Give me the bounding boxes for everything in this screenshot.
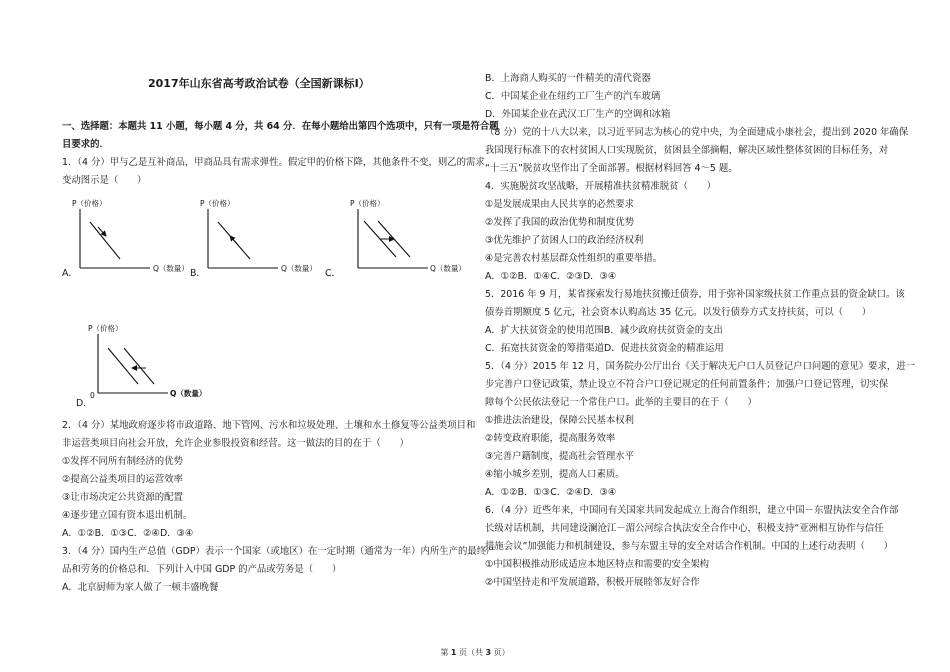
question-5b: 步完善户口登记政策，禁止设立不符合户口登记规定的任何前置条件；加强户口登记管理，切实保 [485,379,889,390]
shift-arrow [98,227,106,236]
axis-q-label: Q（数量） [430,264,466,273]
q2-answers: A．①②B．①③C．②④D．③④ [62,528,194,539]
q5a-options: C．拓宽扶贫资金的筹措渠道D．促进扶贫资金的精准运用 [485,343,724,354]
graph-b-label: B． [190,268,206,279]
q5b-option: ③完善户籍制度，提高社会管理水平 [485,451,635,462]
q6-option: ①中国积极推动形成适应本地区特点和需要的安全架构 [485,559,710,570]
q5b-option: ④缩小城乡差别，提高人口素质。 [485,469,625,480]
material-text: 我国现行标准下的农村贫困人口实现脱贫，贫困县全部摘帽，解决区域性整体贫困的目标任务，对 [485,145,889,156]
question-5b: 5．（4 分）2015 年 12 月，国务院办公厅出台《关于解决无户口人员登记户口问题的意见》要求，进一 [485,361,915,372]
question-5a: 5．2016 年 9 月，某省探索发行易地扶贫搬迁债券，用于弥补国家级扶贫工作重点县的资金缺口。该 [485,289,905,300]
demand-curve [90,222,120,259]
question-5b: 障每个公民依法登记一个常住户口。此举的主要目的在于（ ） [485,397,757,408]
demand-curve-1 [108,348,138,384]
q2-option: ③让市场决定公共资源的配置 [62,492,183,503]
axis-q-label: Q（数量） [153,264,189,273]
material-text: “十三五”脱贫攻坚作出了全面部署。根据材料回答 4～5 题。 [485,163,738,174]
footer-suffix: 页） [493,648,510,657]
origin-label: 0 [90,391,95,400]
q4-option: ②发挥了我国的政治优势和制度优势 [485,217,635,228]
q2-option: ②提高公益类项目的运营效率 [62,474,183,485]
question-5a: 债券首期额度 5 亿元，社会资本认购高达 35 亿元。以发行债券方式支持扶贫，可以（ ） [485,307,872,318]
q4-option: ④是完善农村基层群众性组织的重要举措。 [485,253,663,264]
question-2: 非运营类项目向社会开放，允许企业参股投资和经营。这一做法的目的在于（ ） [62,438,409,449]
demand-graph-d [80,322,220,412]
q5b-option: ①推进法治建设，保障公民基本权利 [485,415,635,426]
question-6: 6．（4 分）近些年来，中国同有关国家共同发起成立上海合作组织，建立中国－东盟执法安全合作部 [485,505,899,516]
q5a-options: A．扩大扶贫资金的使用范围B．减少政府扶贫资金的支出 [485,325,723,336]
axis-q-label: Q（数量） [281,264,317,273]
graph-d-label: D． [76,398,93,409]
q4-option: ③优先维护了贫困人口的政治经济权利 [485,235,644,246]
page-footer [0,647,950,658]
section-header: 一、选择题：本题共 11 小题，每小题 4 分，共 64 分．在每小题给出第四个选项中，只有一项是符合题 [62,121,499,132]
q5b-option: ②转变政府职能，提高服务效率 [485,433,616,444]
question-1: 1．（4 分）甲与乙是互补商品，甲商品具有需求弹性。假定甲的价格下降，其他条件不变，则乙的需求 [62,157,485,168]
demand-graph-a [70,197,190,287]
question-6: 措施会议”加强能力和机制建设，参与东盟主导的安全对话合作机制。中国的上述行动表明（ ） [485,541,893,552]
demand-curve-2 [124,348,154,384]
question-4: 4．实施脱贫攻坚战略，开展精准扶贫精准脱贫（ ） [485,181,716,192]
section-header: 目要求的． [62,139,109,150]
q6-option: ②中国坚持走和平发展道路，积极开展睦邻友好合作 [485,577,700,588]
shift-arrow [230,236,238,245]
q3-option-b: B．上海商人购买的一件精美的清代瓷器 [485,73,651,84]
axis-p-label: P（价格） [72,199,107,208]
material-text: （8 分）党的十八大以来，以习近平同志为核心的党中央，为全面建成小康社会，提出到 2020 年确保 [485,127,909,138]
footer-prefix: 第 [440,648,449,657]
axis-p-label: P（价格） [200,199,235,208]
axis-q-label: Q（数量） [170,389,207,398]
demand-graph-c [340,197,470,287]
question-2: 2．（4 分）某地政府逐步将市政道路、地下管网、污水和垃圾处理、土壤和水土修复等公益类项目和 [62,420,476,431]
axis-p-label: P（价格） [350,199,385,208]
graph-a-label: A． [62,268,78,279]
q2-option: ①发挥不同所有制经济的优势 [62,456,183,467]
axis-p-label: P（价格） [88,324,123,333]
q3-option-a: A．北京厨师为家人做了一顿丰盛晚餐 [62,582,219,593]
q2-option: ④逐步建立国有资本退出机制。 [62,510,193,521]
question-3: 3．（4 分）国内生产总值（GDP）表示一个国家（或地区）在一定时期（通常为一年）内所生产的最终产 [62,546,496,557]
footer-total-pages: 3 [485,648,492,657]
q4-option: ①是发展成果由人民共享的必然要求 [485,199,635,210]
q4-answers: A．①②B．①④C．②③D．③④ [485,271,617,282]
graph-c-label: C． [325,268,341,279]
question-3: 品和劳务的价格总和．下列计入中国 GDP 的产品或劳务是（ ） [62,564,342,575]
demand-graph-b [198,197,318,287]
q5b-answers: A．①②B．①③C．②④D．③④ [485,487,617,498]
question-1: 变动图示是（ ） [62,175,147,186]
q3-option-d: D．外国某企业在武汉工厂生产的空调和冰箱 [485,109,671,120]
page-title: 2017年山东省高考政治试卷（全国新课标Ⅰ） [148,77,370,90]
footer-mid: 页（共 [459,648,483,657]
q3-option-c: C．中国某企业在纽约工厂生产的汽车玻璃 [485,91,661,102]
question-6: 长级对话机制，共同建设澜沧江－湄公河综合执法安全合作中心，积极支持“亚洲相互协作与信任 [485,523,884,534]
footer-page-number: 1 [450,648,457,657]
